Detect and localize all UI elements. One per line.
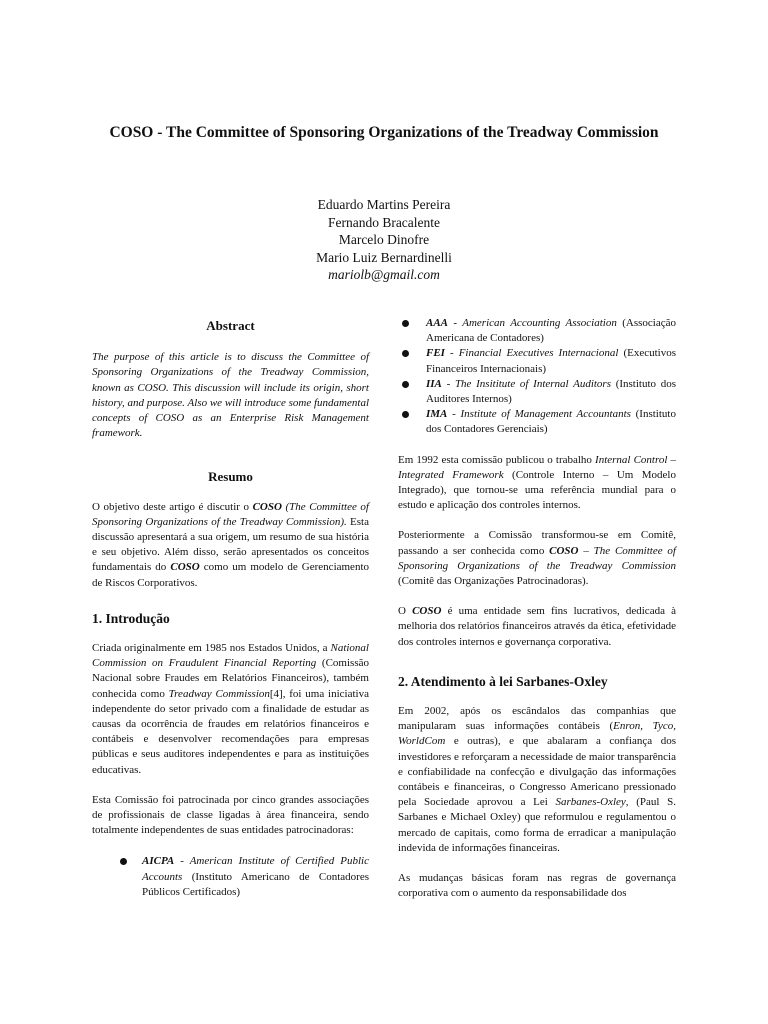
bullet-icon: [402, 411, 409, 418]
author-block: [200, 196, 568, 284]
bullet-icon: [402, 320, 409, 327]
body-paragraph: As mudanças básicas foram nas regras de governança corporativa com o aumento da responsabilidade dos: [398, 872, 676, 900]
section-heading-sarbanes: 2. Atendimento à lei Sarbanes-Oxley: [398, 673, 608, 689]
list-item: IIA - The Insititute of Internal Auditors (Instituto dos Auditores Internos): [398, 377, 676, 407]
list-item: AAA - American Accounting Association (Associação Americana de Contadores): [398, 316, 676, 346]
bullet-icon: [402, 381, 409, 388]
sponsor-list: [398, 316, 676, 438]
bullet-icon: [402, 350, 409, 357]
list-item: AICPA - American Institute of Certified Public Accounts (Instituto Americano de Contadores Públicos Certificados): [92, 854, 369, 900]
paper-title: COSO - The Committee of Sponsoring Organizations of the Treadway Commission: [109, 124, 659, 141]
intro-paragraph: Criada originalmente em 1985 nos Estados Unidos, a National Commission on Fraudulent Financial Reporting (Comissão Nacional sobre Fraudes em Relatórios Financeiros), também conhecida como Treadway Commission[4], foi uma iniciativa independente do setor privado com a finalidade de estudar as causas da ocorrência de fraudes em relatórios financeiros e contábeis e desenvolver recomendações para empresas públicas e seus auditores independentes e para as instituições educativas.: [92, 642, 369, 776]
body-paragraph: O COSO é uma entidade sem fins lucrativos, dedicada à melhoria dos relatórios financeiros através da ética, efetividade dos controles internos e governança corporativa.: [398, 605, 676, 648]
intro-paragraph: Esta Comissão foi patrocinada por cinco grandes associações de profissionais de classe ligadas à área financeira, sendo totalmente independentes de suas entidades patrocinadoras:: [92, 793, 369, 837]
section-heading-intro: 1. Introdução: [92, 610, 170, 626]
author-name: Mario Luiz Bernardinelli: [316, 249, 452, 265]
abstract-heading: Abstract: [206, 318, 255, 333]
body-paragraph: Posteriormente a Comissão transformou-se em Comitê, passando a ser conhecida como COSO – The Committee of Sponsoring Organizations of the Treadway Commission (Comitê das Organizações Patrocinadoras).: [398, 529, 676, 588]
body-paragraph: Em 1992 esta comissão publicou o trabalho Internal Control – Integrated Framework (Controle Interno – Um Modelo Integrado), que tornou-se uma referência mundial para o estudo e aplicação dos controles internos.: [398, 453, 676, 512]
list-item: IMA - Institute of Management Accountants (Instituto dos Contadores Gerenciais): [398, 407, 676, 437]
list-item: FEI - Financial Executives Internacional (Executivos Financeiros Internacionais): [398, 346, 676, 376]
author-email[interactable]: mariolb@gmail.com: [328, 267, 440, 282]
abstract-text: The purpose of this article is to discuss the Committee of Sponsoring Organizations of the Treadway Commission, known as COSO. This discussion will include its origin, short history, and purpose. Also we will introduce some fundamental concepts of COSO as an Enterprise Risk Management framework.: [92, 351, 369, 440]
left-column: [92, 316, 369, 900]
author-name: Marcelo Dinofre: [338, 232, 430, 247]
author-name: Eduardo Martins Pereira: [317, 197, 451, 212]
resumo-heading: Resumo: [208, 469, 253, 485]
resumo-text: O objetivo deste artigo é discutir o COSO (The Committee of Sponsoring Organizations of the Treadway Commission). Esta discussão apresentará a sua origem, um resumo de sua história e seu objetivo. Além disso, serão apresentados os conceitos fundamentais do COSO como um modelo de Gerenciamento de Riscos Corporativos.: [92, 500, 369, 589]
body-paragraph: Em 2002, após os escândalos das companhias que manipularam suas informações contábeis (Enron, Tyco, WorldCom e outras), e que abalaram a confiança dos investidores e reforçaram a necessidade de maior transparência e confiabilidade na confecção e divulgação das informações contábeis e financeiras, o Congresso Americano pressionado pela Sociedade aprovou a Lei Sarbanes-Oxley, (Paul S. Sarbanes e Michael Oxley) que reformulou e regulamentou o mercado de capitais, como forma de erradicar a manipulação indevida de informações financeiras.: [398, 705, 676, 854]
right-column: [398, 316, 676, 902]
bullet-icon: [120, 858, 127, 865]
author-name: Fernando Bracalente: [327, 214, 441, 230]
sponsor-list: [92, 854, 369, 900]
